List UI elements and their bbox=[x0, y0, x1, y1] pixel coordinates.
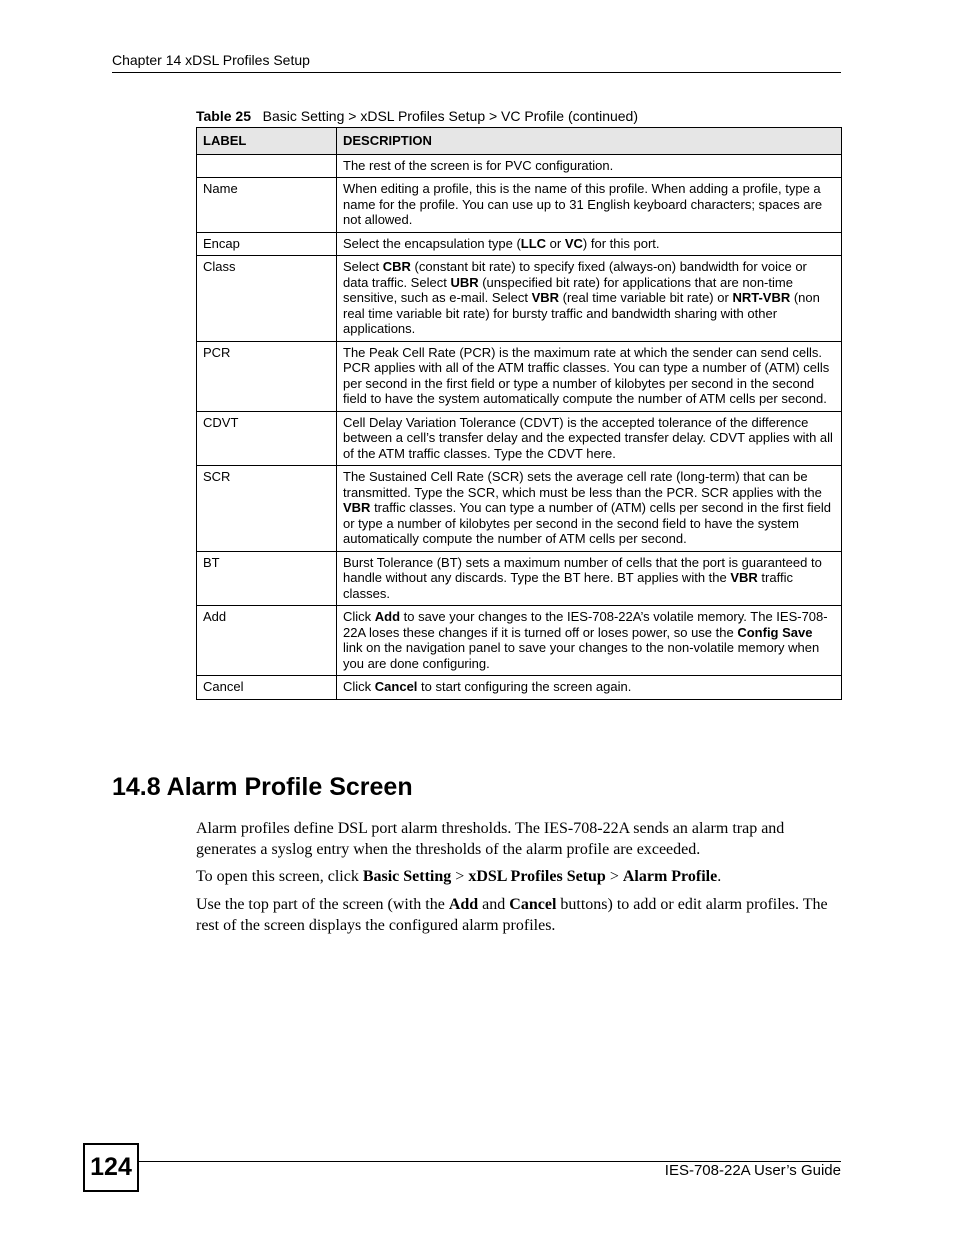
table-caption bbox=[196, 108, 638, 124]
table-caption-number: Table 25 bbox=[196, 108, 251, 124]
row-label: Class bbox=[197, 256, 337, 342]
row-description: Click Add to save your changes to the IES-708-22A’s volatile memory. The IES-708-22A loses these changes if it is turned off or loses power, so use the Config Save link on the navigation panel to save your changes to the non-volatile memory when you are done configuring. bbox=[337, 606, 842, 676]
chapter-header: Chapter 14 xDSL Profiles Setup bbox=[112, 52, 310, 68]
section-heading: 14.8 Alarm Profile Screen bbox=[112, 773, 413, 801]
page-number: 124 bbox=[83, 1143, 139, 1192]
row-label: CDVT bbox=[197, 411, 337, 466]
row-description: Select the encapsulation type (LLC or VC) for this port. bbox=[337, 232, 842, 256]
table-row bbox=[197, 551, 842, 606]
row-description: Click Cancel to start configuring the screen again. bbox=[337, 676, 842, 700]
column-header-label: LABEL bbox=[197, 128, 337, 155]
column-header-description: DESCRIPTION bbox=[337, 128, 842, 155]
section-paragraph: Use the top part of the screen (with the Add and Cancel buttons) to add or edit alarm profiles. The rest of the screen displays the configured alarm profiles. bbox=[196, 896, 828, 934]
row-description: Select CBR (constant bit rate) to specify fixed (always-on) bandwidth for voice or data traffic. Select UBR (unspecified bit rate) for applications that are non-time sensitive, such as e-mail. Select VBR (real time variable bit rate) or NRT-VBR (non real time variable bit rate) for bursty traffic and bandwidth sharing with other applications. bbox=[337, 256, 842, 342]
section-paragraph: To open this screen, click Basic Setting > xDSL Profiles Setup > Alarm Profile. bbox=[196, 868, 722, 885]
row-description: When editing a profile, this is the name of this profile. When adding a profile, type a name for the profile. You can use up to 31 English keyboard characters; spaces are not allowed. bbox=[337, 178, 842, 233]
table-row bbox=[197, 466, 842, 552]
row-label: SCR bbox=[197, 466, 337, 552]
row-description: The rest of the screen is for PVC configuration. bbox=[337, 154, 842, 178]
table-row bbox=[197, 341, 842, 411]
table-row bbox=[197, 676, 842, 700]
table-row bbox=[197, 154, 842, 178]
table-caption-title: Basic Setting > xDSL Profiles Setup > VC Profile (continued) bbox=[262, 108, 639, 124]
row-label: Encap bbox=[197, 232, 337, 256]
table-row bbox=[197, 411, 842, 466]
row-description: Burst Tolerance (BT) sets a maximum number of cells that the port is guaranteed to handle without any discards. Type the BT here. BT applies with the VBR traffic classes. bbox=[337, 551, 842, 606]
row-description: The Peak Cell Rate (PCR) is the maximum rate at which the sender can send cells. PCR applies with all of the ATM traffic classes. You can type a number of (ATM) cells per second in the first field or type a number of kilobytes per second in the second field to have the system automatically compute the number of ATM cells per second. bbox=[337, 341, 842, 411]
row-label: BT bbox=[197, 551, 337, 606]
row-description: Cell Delay Variation Tolerance (CDVT) is the accepted tolerance of the difference between a cell’s transfer delay and the expected transfer delay. CDVT applies with all of the ATM traffic classes. Type the CDVT here. bbox=[337, 411, 842, 466]
row-label: Add bbox=[197, 606, 337, 676]
row-description: The Sustained Cell Rate (SCR) sets the average cell rate (long-term) that can be transmitted. Type the SCR, which must be less than the PCR. SCR applies with the VBR traffic classes. You can type a number of (ATM) cells per second in the first field or type a number of kilobytes per second in the second field to have the system automatically compute the number of ATM cells per second. bbox=[337, 466, 842, 552]
row-label: Name bbox=[197, 178, 337, 233]
table-body bbox=[197, 154, 842, 699]
row-label bbox=[197, 154, 337, 178]
table-row bbox=[197, 232, 842, 256]
vc-profile-table bbox=[196, 127, 842, 700]
section-paragraph: Alarm profiles define DSL port alarm thresholds. The IES-708-22A sends an alarm trap and generates a syslog entry when the thresholds of the alarm profile are exceeded. bbox=[196, 820, 785, 858]
table-row bbox=[197, 256, 842, 342]
header-rule bbox=[112, 72, 841, 73]
table-row bbox=[197, 178, 842, 233]
row-label: Cancel bbox=[197, 676, 337, 700]
table-row bbox=[197, 606, 842, 676]
guide-title: IES-708-22A User’s Guide bbox=[664, 1162, 841, 1179]
row-label: PCR bbox=[197, 341, 337, 411]
table-header-row bbox=[197, 128, 842, 155]
